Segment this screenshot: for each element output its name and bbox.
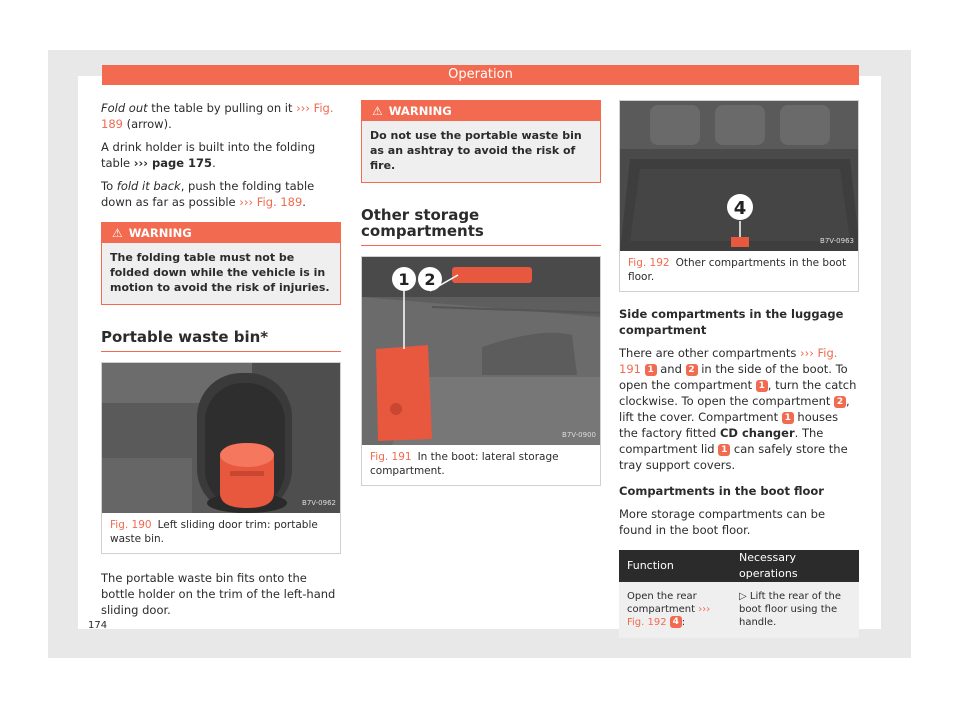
warning-box: ⚠ WARNING The folding table must not be folded down while the vehicle is in motion to avoid the risk of injuries. [101, 222, 341, 305]
image-code: B7V-0900 [562, 431, 596, 439]
number-badge: 4 [670, 616, 682, 628]
number-badge: 1 [718, 444, 730, 456]
boot-side-photo [362, 257, 600, 445]
arrow-marker-icon: ▷ [739, 591, 747, 602]
image-code: B7V-0962 [302, 499, 336, 507]
paragraph-waste-bin: The portable waste bin fits onto the bottle holder on the trim of the left-hand sliding door. [101, 571, 336, 617]
page-number: 174 [88, 620, 108, 631]
subheading-boot-floor: Compartments in the boot floor [619, 484, 824, 498]
number-badge: 1 [756, 380, 768, 392]
boot-side-illustration [362, 257, 600, 445]
callout-1: 1 [398, 270, 410, 289]
figure-link[interactable]: ››› Fig. 189 [239, 195, 303, 209]
callout-2: 2 [424, 270, 436, 289]
boot-floor-photo [620, 101, 858, 251]
paragraph-fold-back: To fold it back, push the folding table down as far as possible ››› Fig. 189. [101, 179, 315, 209]
image-code: B7V-0963 [820, 237, 854, 245]
table-cell-operation: ▷ Lift the rear of the boot floor using the handle. [731, 582, 859, 638]
waste-bin-illustration [102, 363, 340, 513]
figure-192 [619, 100, 859, 292]
figure-link[interactable]: ››› Fig. 189 [101, 101, 334, 131]
table-row [619, 582, 859, 638]
column-middle [361, 100, 601, 486]
table-header-operations: Necessary operations [731, 550, 859, 582]
waste-bin-photo [102, 363, 340, 513]
callout-4: 4 [733, 198, 747, 219]
number-badge: 2 [686, 364, 698, 376]
section-heading-waste-bin: Portable waste bin* [101, 329, 341, 352]
number-badge: 1 [782, 412, 794, 424]
number-badge: 2 [834, 396, 846, 408]
figure-caption: Fig. 190 Left sliding door trim: portable waste bin. [110, 519, 318, 545]
figure-190 [101, 362, 341, 554]
column-right [619, 100, 859, 638]
section-header: Operation [102, 65, 859, 85]
figure-caption: Fig. 192 Other compartments in the boot floor. [628, 257, 847, 283]
figure-link[interactable]: ››› Fig. 192 [627, 604, 711, 628]
warning-box: ⚠ WARNING Do not use the portable waste bin as an ashtray to avoid the risk of fire. [361, 100, 601, 183]
table-cell-function: Open the rear compartment ››› Fig. 192 4 : [619, 582, 731, 638]
number-badge: 1 [645, 364, 657, 376]
warning-triangle-icon: ⚠ [112, 226, 123, 240]
table-header-function: Function [619, 550, 731, 582]
subheading-side-compartments: Side compartments in the luggage compartment [619, 307, 844, 337]
figure-link[interactable]: ››› Fig. 191 [619, 346, 838, 376]
warning-triangle-icon: ⚠ [372, 104, 383, 118]
figure-191 [361, 256, 601, 486]
figure-caption: Fig. 191 In the boot: lateral storage compartment. [370, 451, 559, 477]
operations-table [619, 550, 859, 638]
section-heading-storage: Other storage compartments [361, 207, 601, 246]
boot-floor-illustration [620, 101, 858, 251]
paragraph-side-compartments: There are other compartments ››› Fig. 191 1 and 2 in the side of the boot. To open the compartment 1 , turn the catch clockwise. To open the compartment 2 , lift the cover. Compartment 1 houses the factory fitted CD changer. The compartment lid 1 can safely store the tray support covers. [619, 346, 857, 472]
paragraph-boot-floor: More storage compartments can be found in the boot floor. [619, 507, 826, 537]
page-link[interactable]: ››› page 175 [133, 156, 213, 170]
column-left [101, 100, 341, 625]
paragraph-drink-holder: A drink holder is built into the folding table ››› page 175. [101, 140, 316, 170]
paragraph-fold-out: Fold out the table by pulling on it ››› Fig. 189 (arrow). [101, 101, 334, 131]
